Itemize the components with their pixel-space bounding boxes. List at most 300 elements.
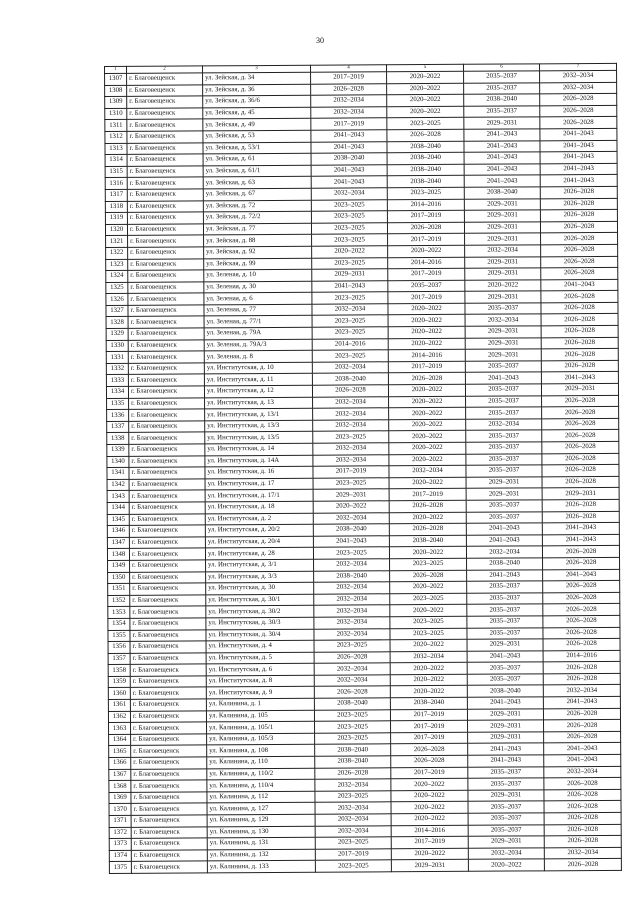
- row-number-cell: 1373: [109, 839, 131, 851]
- row-number-cell: 1314: [105, 155, 127, 167]
- period-col4-cell: 2023–2025: [311, 222, 387, 234]
- period-col5-cell: 2026–2028: [390, 570, 467, 582]
- settlement-cell: г. Благовещенск: [129, 525, 205, 537]
- period-col7-cell: 2032–2034: [540, 70, 617, 82]
- settlement-cell: г. Благовещенск: [127, 200, 203, 212]
- period-col4-cell: 2032–2034: [314, 593, 390, 605]
- period-col4-cell: 2032–2034: [314, 559, 390, 571]
- period-col7-cell: 2026–2028: [544, 836, 621, 848]
- row-number-cell: 1308: [105, 85, 127, 97]
- period-col5-cell: 2020–2022: [389, 396, 466, 408]
- period-col5-cell: 2020–2022: [388, 326, 465, 338]
- settlement-cell: г. Благовещенск: [130, 699, 206, 711]
- settlement-cell: г. Благовещенск: [128, 270, 204, 282]
- period-col5-cell: 2017–2019: [391, 732, 468, 744]
- period-col5-cell: 2020–2022: [390, 639, 467, 651]
- settlement-cell: г. Благовещенск: [129, 421, 205, 433]
- period-col5-cell: 2017–2019: [391, 721, 468, 733]
- row-number-cell: 1307: [105, 73, 127, 85]
- settlement-cell: г. Благовещенск: [128, 386, 204, 398]
- period-col6-cell: 2032–2034: [465, 314, 541, 326]
- period-col6-cell: 2035–2037: [465, 384, 541, 396]
- row-number-cell: 1354: [108, 618, 130, 630]
- period-col6-cell: 2035–2037: [466, 453, 542, 465]
- address-cell: ул. Институтская, д. 20/4: [205, 536, 313, 548]
- settlement-cell: г. Благовещенск: [127, 108, 203, 120]
- column-header: 7: [539, 63, 616, 70]
- period-col6-cell: 2029–2031: [466, 488, 542, 500]
- period-col4-cell: 2032–2034: [315, 779, 391, 791]
- period-col5-cell: 2020–2022: [389, 512, 466, 524]
- period-col7-cell: 2026–2028: [543, 627, 620, 639]
- address-cell: ул. Зеленая, д. 79А/3: [204, 339, 312, 351]
- period-col6-cell: 2041–2043: [464, 129, 540, 141]
- period-col4-cell: 2023–2025: [312, 257, 388, 269]
- row-number-cell: 1340: [107, 456, 129, 468]
- period-col7-cell: 2041–2043: [542, 534, 619, 546]
- period-col5-cell: 2020–2022: [389, 419, 466, 431]
- row-number-cell: 1322: [106, 247, 128, 259]
- row-number-cell: 1359: [108, 676, 130, 688]
- period-col7-cell: 2026–2028: [544, 824, 621, 836]
- address-cell: ул. Институтская, д. 4: [206, 640, 314, 652]
- period-col4-cell: 2032–2034: [311, 188, 387, 200]
- settlement-cell: г. Благовещенск: [131, 792, 207, 804]
- row-number-cell: 1365: [109, 746, 131, 758]
- period-col4-cell: 2023–2025: [315, 860, 391, 872]
- period-col5-cell: 2014–2016: [388, 257, 465, 269]
- period-col4-cell: 2017–2019: [311, 118, 387, 130]
- period-col4-cell: 2032–2034: [311, 107, 387, 119]
- period-col5-cell: 2020–2022: [390, 686, 467, 698]
- row-number-cell: 1362: [108, 711, 130, 723]
- settlement-cell: г. Благовещенск: [130, 676, 206, 688]
- period-col4-cell: 2041–2043: [313, 536, 389, 548]
- period-col4-cell: 2026–2028: [311, 83, 387, 95]
- period-col6-cell: 2029–2031: [468, 720, 544, 732]
- period-col5-cell: 2020–2022: [388, 245, 465, 257]
- row-number-cell: 1325: [106, 282, 128, 294]
- period-col6-cell: 2020–2022: [468, 859, 544, 871]
- period-col5-cell: 2017–2019: [391, 767, 468, 779]
- row-number-cell: 1356: [108, 641, 130, 653]
- address-cell: ул. Зеленая, д. 6: [204, 293, 312, 305]
- period-col6-cell: 2020–2022: [465, 280, 541, 292]
- address-cell: ул. Калинина, д. 1: [206, 698, 314, 710]
- period-col5-cell: 2023–2025: [390, 616, 467, 628]
- period-col7-cell: 2026–2028: [541, 337, 618, 349]
- period-col5-cell: 2026–2028: [391, 744, 468, 756]
- address-cell: ул. Институтская, д. 3/3: [206, 571, 314, 583]
- settlement-cell: г. Благовещенск: [127, 166, 203, 178]
- address-cell: ул. Институтская, д. 6: [206, 664, 314, 676]
- period-col7-cell: 2026–2028: [541, 360, 618, 372]
- address-cell: ул. Институтская, д. 9: [206, 687, 314, 699]
- row-number-cell: 1357: [108, 653, 130, 665]
- period-col7-cell: 2026–2028: [542, 453, 619, 465]
- period-col6-cell: 2035–2037: [464, 106, 540, 118]
- period-col6-cell: 2029–2031: [465, 337, 541, 349]
- period-col7-cell: 2032–2034: [544, 847, 621, 859]
- period-col6-cell: 2035–2037: [466, 407, 542, 419]
- period-col6-cell: 2041–2043: [467, 569, 543, 581]
- period-col6-cell: 2029–2031: [465, 256, 541, 268]
- address-cell: ул. Калинина, д. 131: [207, 837, 315, 849]
- row-number-cell: 1311: [105, 120, 127, 132]
- period-col5-cell: 2020–2022: [391, 848, 468, 860]
- period-col7-cell: 2026–2028: [541, 267, 618, 279]
- period-col6-cell: 2035–2037: [466, 500, 542, 512]
- settlement-cell: г. Благовещенск: [127, 119, 203, 131]
- table-row: [109, 859, 621, 874]
- row-number-cell: 1372: [109, 827, 131, 839]
- period-col7-cell: 2026–2028: [544, 801, 621, 813]
- period-col7-cell: 2041–2043: [540, 140, 617, 152]
- period-col4-cell: 2032–2034: [313, 396, 389, 408]
- period-col4-cell: 2026–2028: [314, 686, 390, 698]
- period-col4-cell: 2023–2025: [315, 733, 391, 745]
- period-col6-cell: 2041–2043: [466, 535, 542, 547]
- address-cell: ул. Калинина, д. 110/4: [207, 779, 315, 791]
- settlement-cell: г. Благовещенск: [128, 258, 204, 270]
- period-col6-cell: 2035–2037: [467, 616, 543, 628]
- settlement-cell: г. Благовещенск: [130, 711, 206, 723]
- row-number-cell: 1344: [107, 502, 129, 514]
- settlement-cell: г. Благовещенск: [130, 664, 206, 676]
- settlement-cell: г. Благовещенск: [129, 432, 205, 444]
- period-col4-cell: 2032–2034: [313, 420, 389, 432]
- period-col7-cell: 2026–2028: [542, 546, 619, 558]
- address-cell: ул. Калинина, д. 110: [207, 756, 315, 768]
- row-number-cell: 1334: [106, 386, 128, 398]
- address-cell: ул. Калинина, д. 130: [207, 826, 315, 838]
- period-col6-cell: 2035–2037: [468, 801, 544, 813]
- period-col7-cell: 2032–2034: [540, 82, 617, 94]
- address-cell: ул. Калинина, д. 105/3: [207, 733, 315, 745]
- period-col5-cell: 2029–2031: [391, 860, 468, 872]
- period-col7-cell: 2026–2028: [544, 731, 621, 743]
- period-col4-cell: 2032–2034: [311, 95, 387, 107]
- settlement-cell: г. Благовещенск: [127, 212, 203, 224]
- period-col6-cell: 2029–2031: [465, 326, 541, 338]
- period-col5-cell: 2032–2034: [390, 651, 467, 663]
- period-col7-cell: 2026–2028: [541, 233, 618, 245]
- settlement-cell: г. Благовещенск: [131, 734, 207, 746]
- period-col6-cell: 2035–2037: [468, 766, 544, 778]
- address-cell: ул. Институтская, д. 10: [204, 362, 312, 374]
- column-header: 6: [463, 64, 539, 71]
- period-col6-cell: 2035–2037: [466, 442, 542, 454]
- address-cell: ул. Институтская, д. 13/1: [205, 408, 313, 420]
- address-cell: ул. Зейская, д. 49: [203, 119, 311, 131]
- settlement-cell: г. Благовещенск: [127, 224, 203, 236]
- row-number-cell: 1355: [108, 630, 130, 642]
- address-cell: ул. Зеленая, д. 77: [204, 304, 312, 316]
- period-col7-cell: 2026–2028: [542, 395, 619, 407]
- period-col7-cell: 2026–2028: [543, 708, 620, 720]
- settlement-cell: г. Благовещенск: [131, 861, 207, 873]
- period-col7-cell: 2041–2043: [542, 523, 619, 535]
- period-col6-cell: 2035–2037: [468, 824, 544, 836]
- address-cell: ул. Институтская, д. 30/3: [206, 617, 314, 629]
- settlement-cell: г. Благовещенск: [131, 826, 207, 838]
- settlement-cell: г. Благовещенск: [129, 537, 205, 549]
- period-col4-cell: 2032–2034: [315, 802, 391, 814]
- period-col7-cell: 2041–2043: [540, 163, 617, 175]
- row-number-cell: 1317: [105, 189, 127, 201]
- period-col5-cell: 2026–2028: [388, 373, 465, 385]
- period-col4-cell: 2023–2025: [315, 791, 391, 803]
- settlement-cell: г. Благовещенск: [128, 340, 204, 352]
- period-col5-cell: 2020–2022: [391, 779, 468, 791]
- period-col5-cell: 2014–2016: [388, 350, 465, 362]
- settlement-cell: г. Благовещенск: [131, 815, 207, 827]
- period-col7-cell: 2026–2028: [543, 592, 620, 604]
- settlement-cell: г. Благовещенск: [130, 606, 206, 618]
- address-cell: ул. Зейская, д. 72: [203, 200, 311, 212]
- period-col5-cell: 2020–2022: [390, 581, 467, 593]
- period-col4-cell: 2041–2043: [311, 165, 387, 177]
- period-col5-cell: 2020–2022: [389, 442, 466, 454]
- row-number-cell: 1326: [106, 294, 128, 306]
- address-cell: ул. Калинина, д. 133: [207, 861, 315, 873]
- period-col5-cell: 2026–2028: [389, 500, 466, 512]
- address-cell: ул. Зейская, д. 36/6: [203, 95, 311, 107]
- period-col7-cell: 2026–2028: [544, 720, 621, 732]
- period-col7-cell: 2041–2043: [541, 279, 618, 291]
- settlement-cell: г. Благовещенск: [131, 722, 207, 734]
- row-number-cell: 1338: [107, 433, 129, 445]
- period-col5-cell: 2017–2019: [391, 836, 468, 848]
- period-col7-cell: 2026–2028: [542, 476, 619, 488]
- period-col6-cell: 2032–2034: [466, 419, 542, 431]
- row-number-cell: 1363: [109, 723, 131, 735]
- period-col6-cell: 2029–2031: [464, 210, 540, 222]
- row-number-cell: 1361: [108, 699, 130, 711]
- settlement-cell: г. Благовещенск: [130, 618, 206, 630]
- period-col7-cell: 2026–2028: [543, 615, 620, 627]
- address-cell: ул. Калинина, д. 108: [207, 745, 315, 757]
- settlement-cell: г. Благовещенск: [128, 247, 204, 259]
- period-col5-cell: 2014–2016: [391, 825, 468, 837]
- row-number-cell: 1330: [106, 340, 128, 352]
- row-number-cell: 1369: [109, 792, 131, 804]
- period-col5-cell: 2020–2022: [389, 408, 466, 420]
- address-cell: ул. Институтская, д. 17: [205, 478, 313, 490]
- period-col6-cell: 2029–2031: [468, 732, 544, 744]
- settlement-cell: г. Благовещенск: [129, 502, 205, 514]
- settlement-cell: г. Благовещенск: [129, 467, 205, 479]
- period-col6-cell: 2029–2031: [467, 708, 543, 720]
- settlement-cell: г. Благовещенск: [130, 571, 206, 583]
- period-col4-cell: 2032–2034: [315, 825, 391, 837]
- period-col7-cell: 2026–2028: [544, 778, 621, 790]
- period-col5-cell: 2026–2028: [389, 523, 466, 535]
- period-col4-cell: 2032–2034: [313, 512, 389, 524]
- period-col7-cell: 2041–2043: [544, 743, 621, 755]
- period-col7-cell: 2041–2043: [543, 569, 620, 581]
- period-col4-cell: 2023–2025: [311, 199, 387, 211]
- period-col5-cell: 2020–2022: [387, 83, 464, 95]
- period-col5-cell: 2023–2025: [390, 593, 467, 605]
- period-col6-cell: 2035–2037: [464, 71, 540, 83]
- period-col6-cell: 2041–2043: [464, 140, 540, 152]
- settlement-cell: г. Благовещенск: [131, 803, 207, 815]
- settlement-cell: г. Благовещенск: [128, 328, 204, 340]
- settlement-cell: г. Благовещенск: [129, 409, 205, 421]
- period-col4-cell: 2026–2028: [315, 767, 391, 779]
- settlement-cell: г. Благовещенск: [128, 363, 204, 375]
- settlement-cell: г. Благовещенск: [127, 189, 203, 201]
- address-cell: ул. Институтская, д. 17/1: [205, 490, 313, 502]
- period-col6-cell: 2029–2031: [465, 233, 541, 245]
- row-number-cell: 1347: [107, 537, 129, 549]
- period-col5-cell: 2017–2019: [388, 268, 465, 280]
- address-cell: ул. Институтская, д. 14А: [205, 455, 313, 467]
- address-cell: ул. Институтская, д. 30/4: [206, 629, 314, 641]
- period-col5-cell: 2020–2022: [388, 315, 465, 327]
- period-col5-cell: 2020–2022: [388, 303, 465, 315]
- settlement-cell: г. Благовещенск: [130, 595, 206, 607]
- row-number-cell: 1367: [109, 769, 131, 781]
- address-cell: ул. Зеленая, д. 79А: [204, 327, 312, 339]
- address-cell: ул. Институтская, д. 8: [206, 675, 314, 687]
- period-col5-cell: 2017–2019: [390, 709, 467, 721]
- address-cell: ул. Институтская, д. 16: [205, 466, 313, 478]
- period-col7-cell: 2041–2043: [541, 372, 618, 384]
- row-number-cell: 1319: [105, 212, 127, 224]
- period-col6-cell: 2035–2037: [464, 82, 540, 94]
- period-col6-cell: 2035–2037: [467, 581, 543, 593]
- period-col4-cell: 2038–2040: [314, 698, 390, 710]
- period-col4-cell: 2023–2025: [312, 234, 388, 246]
- settlement-cell: г. Благовещенск: [130, 687, 206, 699]
- column-header: 2: [127, 66, 203, 73]
- address-cell: ул. Калинина, д. 105/1: [207, 721, 315, 733]
- row-number-cell: 1318: [105, 201, 127, 213]
- period-col6-cell: 2032–2034: [465, 245, 541, 257]
- period-col4-cell: 2020–2022: [313, 501, 389, 513]
- settlement-cell: г. Благовещенск: [127, 96, 203, 108]
- period-col5-cell: 2023–2025: [390, 628, 467, 640]
- row-number-cell: 1364: [109, 734, 131, 746]
- row-number-cell: 1342: [107, 479, 129, 491]
- address-cell: ул. Зейская, д. 99: [204, 258, 312, 270]
- period-col4-cell: 2032–2034: [314, 582, 390, 594]
- period-col5-cell: 2014–2016: [387, 199, 464, 211]
- period-col4-cell: 2023–2025: [315, 837, 391, 849]
- period-col5-cell: 2038–2040: [389, 535, 466, 547]
- period-col4-cell: 2023–2025: [312, 292, 388, 304]
- period-col5-cell: 2020–2022: [389, 477, 466, 489]
- period-col5-cell: 2035–2037: [388, 280, 465, 292]
- period-col7-cell: 2026–2028: [542, 499, 619, 511]
- address-cell: ул. Зеленая, д. 8: [204, 350, 312, 362]
- period-col6-cell: 2029–2031: [464, 117, 540, 129]
- settlement-cell: г. Благовещенск: [131, 769, 207, 781]
- period-col7-cell: 2026–2028: [541, 302, 618, 314]
- settlement-cell: г. Благовещенск: [130, 560, 206, 572]
- row-number-cell: 1358: [108, 665, 130, 677]
- row-number-cell: 1331: [106, 352, 128, 364]
- period-col5-cell: 2020–2022: [388, 338, 465, 350]
- row-number-cell: 1360: [108, 688, 130, 700]
- period-col4-cell: 2032–2034: [314, 605, 390, 617]
- period-col6-cell: 2032–2034: [468, 848, 544, 860]
- row-number-cell: 1371: [109, 815, 131, 827]
- settlement-cell: г. Благовещенск: [131, 757, 207, 769]
- period-col5-cell: 2020–2022: [389, 431, 466, 443]
- period-col4-cell: 2023–2025: [313, 478, 389, 490]
- period-col5-cell: 2023–2025: [387, 187, 464, 199]
- period-col4-cell: 2017–2019: [315, 849, 391, 861]
- period-col4-cell: 2026–2028: [312, 385, 388, 397]
- row-number-cell: 1310: [105, 108, 127, 120]
- address-cell: ул. Институтская, д. 30/1: [206, 594, 314, 606]
- period-col5-cell: 2020–2022: [387, 106, 464, 118]
- settlement-cell: г. Благовещенск: [128, 374, 204, 386]
- row-number-cell: 1337: [107, 421, 129, 433]
- period-col5-cell: 2023–2025: [390, 558, 467, 570]
- period-col4-cell: 2032–2034: [313, 408, 389, 420]
- period-col7-cell: 2026–2028: [542, 465, 619, 477]
- period-col5-cell: 2020–2022: [390, 663, 467, 675]
- settlement-cell: г. Благовещенск: [127, 131, 203, 143]
- period-col4-cell: 2020–2022: [312, 246, 388, 258]
- period-col4-cell: 2032–2034: [314, 675, 390, 687]
- period-col4-cell: 2023–2025: [315, 721, 391, 733]
- period-col6-cell: 2035–2037: [466, 395, 542, 407]
- address-cell: ул. Зейская, д. 53: [203, 130, 311, 142]
- row-number-cell: 1328: [106, 317, 128, 329]
- column-header: 3: [203, 65, 311, 73]
- period-col4-cell: 2038–2040: [311, 153, 387, 165]
- period-col7-cell: 2041–2043: [544, 754, 621, 766]
- column-header: 5: [386, 64, 463, 71]
- period-col4-cell: 2041–2043: [311, 141, 387, 153]
- period-col7-cell: 2026–2028: [542, 430, 619, 442]
- settlement-cell: г. Благовещенск: [127, 154, 203, 166]
- table-body: [105, 70, 622, 873]
- period-col5-cell: 2038–2040: [390, 697, 467, 709]
- period-col5-cell: 2017–2019: [388, 361, 465, 373]
- address-cell: ул. Институтская, д. 3/1: [206, 559, 314, 571]
- address-cell: ул. Зейская, д. 88: [204, 235, 312, 247]
- period-col5-cell: 2026–2028: [391, 755, 468, 767]
- period-col4-cell: 2038–2040: [312, 373, 388, 385]
- period-col5-cell: 2017–2019: [388, 234, 465, 246]
- period-col4-cell: 2038–2040: [314, 570, 390, 582]
- address-cell: ул. Зейская, д. 63: [203, 177, 311, 189]
- row-number-cell: 1316: [105, 178, 127, 190]
- period-col6-cell: 2029–2031: [466, 477, 542, 489]
- period-col4-cell: 2029–2031: [313, 489, 389, 501]
- period-col6-cell: 2035–2037: [466, 465, 542, 477]
- settlement-cell: г. Благовещенск: [127, 142, 203, 154]
- period-col6-cell: 2035–2037: [466, 511, 542, 523]
- settlement-cell: г. Благовещенск: [129, 455, 205, 467]
- period-col7-cell: 2026–2028: [541, 349, 618, 361]
- row-number-cell: 1349: [108, 560, 130, 572]
- period-col5-cell: 2026–2028: [387, 129, 464, 141]
- row-number-cell: 1370: [109, 804, 131, 816]
- period-col7-cell: 2026–2028: [543, 580, 620, 592]
- address-cell: ул. Зейская, д. 61/1: [203, 165, 311, 177]
- period-col7-cell: 2026–2028: [540, 94, 617, 106]
- row-number-cell: 1374: [109, 850, 131, 862]
- address-cell: ул. Калинина, д. 112: [207, 791, 315, 803]
- address-cell: ул. Институтская, д. 2: [205, 513, 313, 525]
